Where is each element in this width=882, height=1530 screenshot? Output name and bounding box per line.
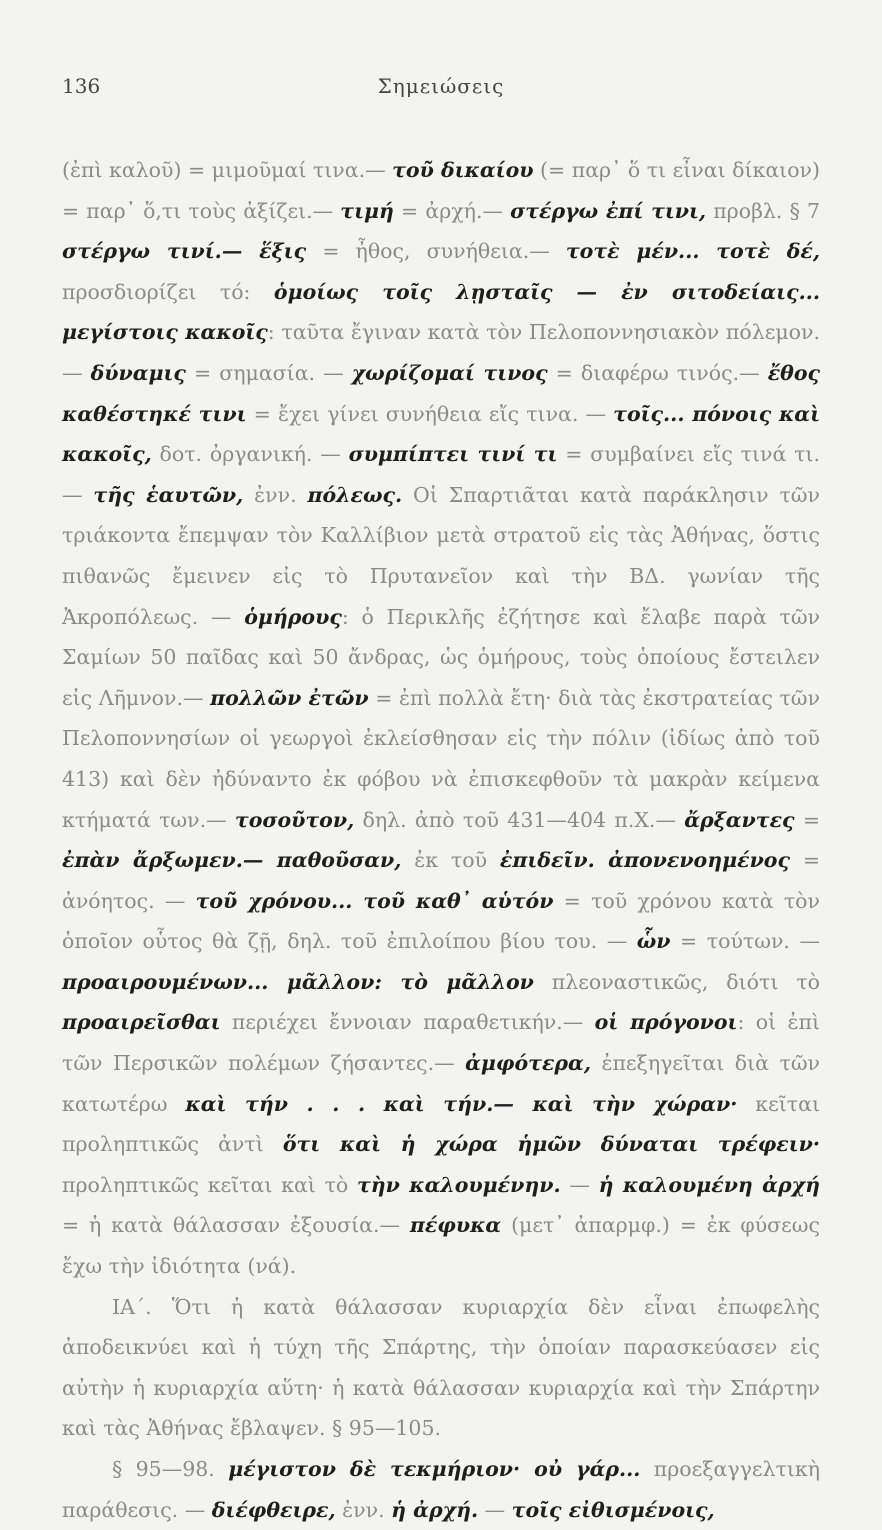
lemma-text: τοσοῦτον, — [234, 807, 355, 832]
lemma-text: τοῖς εἰθισμένοις, — [511, 1497, 715, 1522]
lemma-text: τοῦ χρόνου... τοῦ καθ᾽ αὑτόν — [195, 888, 554, 913]
lemma-text: ἐπὰν ἄρξωμεν.— παθοῦσαν, — [62, 848, 402, 873]
commentary-text: προβλ. § 7 — [706, 198, 821, 223]
lemma-text: τῆς ἑαυτῶν, — [93, 482, 244, 507]
commentary-text: = σημασία. — — [185, 360, 352, 385]
lemma-text: καὶ τήν . . . καὶ τήν.— καὶ τὴν χώραν· — [185, 1091, 738, 1116]
commentary-text: (= παρ᾽ ὅ τι εἶναι δίκαιον) = παρ᾽ ὅ,τι τοὺς ἀξίζει.— — [62, 158, 821, 223]
lemma-text: ἔθος καθέστηκέ τινι — [62, 360, 820, 426]
commentary-text: § 95—98. — [112, 1457, 229, 1481]
page-header — [62, 74, 820, 104]
page-number: 136 — [62, 74, 101, 98]
note-paragraph — [62, 1287, 820, 1449]
commentary-text: — — [478, 1497, 512, 1522]
commentary-text: προληπτικῶς κεῖται καὶ τὸ — [62, 1172, 357, 1197]
notes-body — [62, 150, 820, 1530]
commentary-text: πλεοναστικῶς, διότι τὸ — [533, 969, 820, 994]
lemma-text: τοτὲ μέν... τοτὲ δέ, — [565, 239, 820, 264]
lemma-text: ὁμοίως τοῖς λῃσταῖς — ἐν σιτοδείαις... μεγίστοις κακοῖς — [62, 279, 820, 345]
commentary-text: ἐνν. — [335, 1497, 392, 1522]
commentary-text: = ἐπὶ πολλὰ ἔτη· διὰ τὰς ἐκστρατείας τῶν Πελοποννησίων οἱ γεωργοὶ ἐκλείσθησαν εἰς τὴν πόλιν (ἰδίως ἀπὸ τοῦ 413) καὶ δὲν ἠδύναντο ἐκ φόβου νὰ ἐπισκεφθοῦν τὰ μακρὰν κείμενα κτήματά των.— — [62, 685, 820, 832]
commentary-text: — — [560, 1172, 599, 1197]
lemma-text: ὁμήρους — [244, 604, 342, 629]
commentary-text: = ἀρχή.— — [393, 198, 511, 223]
lemma-text: στέργω ἐπί τινι, — [510, 198, 707, 223]
lemma-text: οἱ πρόγονοι — [594, 1010, 738, 1035]
lemma-text: δύναμις — [90, 360, 186, 385]
lemma-text: ἄρξαντες — [684, 807, 795, 832]
lemma-text: τὴν καλουμένην. — [356, 1172, 561, 1197]
commentary-text: : οἱ ἐπὶ τῶν Περσικῶν πολέμων ζήσαντες.— — [62, 1010, 820, 1076]
note-paragraph — [62, 150, 820, 1287]
commentary-text: = ἔχει γίνει συνήθεια εἴς τινα. — — [246, 401, 614, 426]
lemma-text: τοῖς... πόνοις καὶ κακοῖς, — [62, 401, 820, 467]
commentary-text: = ἀνόητος. — — [62, 848, 820, 913]
commentary-text: = τούτων. — — [670, 929, 820, 954]
running-head: Σημειώσεις — [377, 74, 505, 98]
lemma-text: πέφυκα — [409, 1213, 502, 1238]
lemma-text: χωρίζομαί τινος — [351, 360, 548, 385]
lemma-text: μέγιστον δὲ τεκμήριον· οὐ γάρ... — [228, 1457, 641, 1481]
commentary-text: = τοῦ χρόνου κατὰ τὸν ὁποῖον οὗτος θὰ ζῇ, δηλ. τοῦ ἐπιλοίπου βίου του. — — [62, 888, 820, 954]
commentary-text: = συμβαίνει εἴς τινά τι. — — [62, 442, 820, 507]
commentary-text: δοτ. ὀργανική. — — [151, 442, 349, 467]
lemma-text: συμπίπτει τινί τι — [348, 442, 558, 467]
lemma-text: ἡ καλουμένη ἀρχή — [598, 1172, 820, 1197]
commentary-text: : ὁ Περικλῆς ἐζήτησε καὶ ἔλαβε παρὰ τῶν Σαμίων 50 παῖδας καὶ 50 ἄνδρας, ὡς ὁμήρους, τοὺς ὁποίους ἔστειλεν εἰς Λῆμνον.— — [62, 604, 820, 710]
lemma-text: στέργω τινί.— ἕξις — [62, 239, 307, 264]
commentary-text: = ἡ κατὰ θάλασσαν ἐξουσία.— — [62, 1213, 410, 1238]
note-paragraph — [62, 1449, 820, 1530]
commentary-text: (μετ᾽ ἀπαρμφ.) = ἐκ φύσεως ἔχω τὴν ἰδιότητα (νά). — [62, 1213, 820, 1279]
lemma-text: ἀμφότερα, — [465, 1051, 591, 1076]
commentary-text: περιέχει ἔννοιαν παραθετικήν.— — [220, 1010, 595, 1035]
commentary-text: ΙΑ΄. Ὅτι ἡ κατὰ θάλασσαν κυριαρχία δὲν εἶναι ἐπωφελὴς ἀποδεικνύει καὶ ἡ τύχη τῆς Σπάρτης, τὴν ὁποίαν παρασκεύασεν εἰς αὐτὴν ἡ κυριαρχία αὕτη· ἡ κατὰ θάλασσαν κυριαρχία καὶ τὴν Σπάρτην καὶ τὰς Ἀθήνας ἔβλαψεν. § 95—105. — [62, 1294, 820, 1441]
lemma-text: πόλεως. — [307, 482, 403, 507]
lemma-text: ὅτι καὶ ἡ χώρα ἡμῶν δύναται τρέφειν· — [282, 1132, 820, 1157]
commentary-text: ἐνν. — [243, 482, 308, 507]
commentary-text: προσδιορίζει τό: — [62, 279, 274, 304]
commentary-text: προεξαγγελτικὴ παράθεσις. — — [62, 1457, 820, 1522]
lemma-text: ἐπιδεῖν. ἀπονενοημένος — [499, 848, 790, 873]
commentary-text: = — [794, 807, 820, 832]
commentary-text: ἐπεξηγεῖται διὰ τῶν κατωτέρω — [62, 1051, 820, 1116]
commentary-text: κεῖται προληπτικῶς ἀντὶ — [62, 1091, 820, 1157]
lemma-text: διέφθειρε, — [211, 1497, 336, 1522]
commentary-text: : ταῦτα ἔγιναν κατὰ τὸν Πελοποννησιακὸν πόλεμον. — — [62, 320, 820, 385]
lemma-text: τοῦ δικαίου — [392, 158, 534, 182]
commentary-text: = ἦθος, συνήθεια.— — [306, 239, 566, 264]
lemma-text: προαιρουμένων... μᾶλλον: τὸ μᾶλλον — [62, 969, 534, 994]
commentary-text: ἐκ τοῦ — [401, 848, 500, 873]
lemma-text: ὧν — [636, 929, 671, 954]
lemma-text: ἡ ἀρχή. — [391, 1497, 479, 1522]
commentary-text: δηλ. ἀπὸ τοῦ 431—404 π.Χ.— — [354, 807, 685, 832]
lemma-text: πολλῶν ἐτῶν — [210, 685, 369, 710]
commentary-text: = διαφέρω τινός.— — [547, 360, 768, 385]
commentary-text: (ἐπὶ καλοῦ) = μιμοῦμαί τινα.— — [62, 158, 393, 182]
commentary-text: Οἱ Σπαρτιᾶται κατὰ παράκλησιν τῶν τριάκοντα ἔπεμψαν τὸν Καλλίβιον μετὰ στρατοῦ εἰς τὰς Ἀθήνας, ὅστις πιθανῶς ἔμεινεν εἰς τὸ Πρυτανεῖον καὶ τὴν ΒΔ. γωνίαν τῆς Ἀκροπόλεως. — — [62, 482, 820, 629]
lemma-text: τιμή — [340, 198, 394, 223]
lemma-text: προαιρεῖσθαι — [62, 1010, 221, 1035]
